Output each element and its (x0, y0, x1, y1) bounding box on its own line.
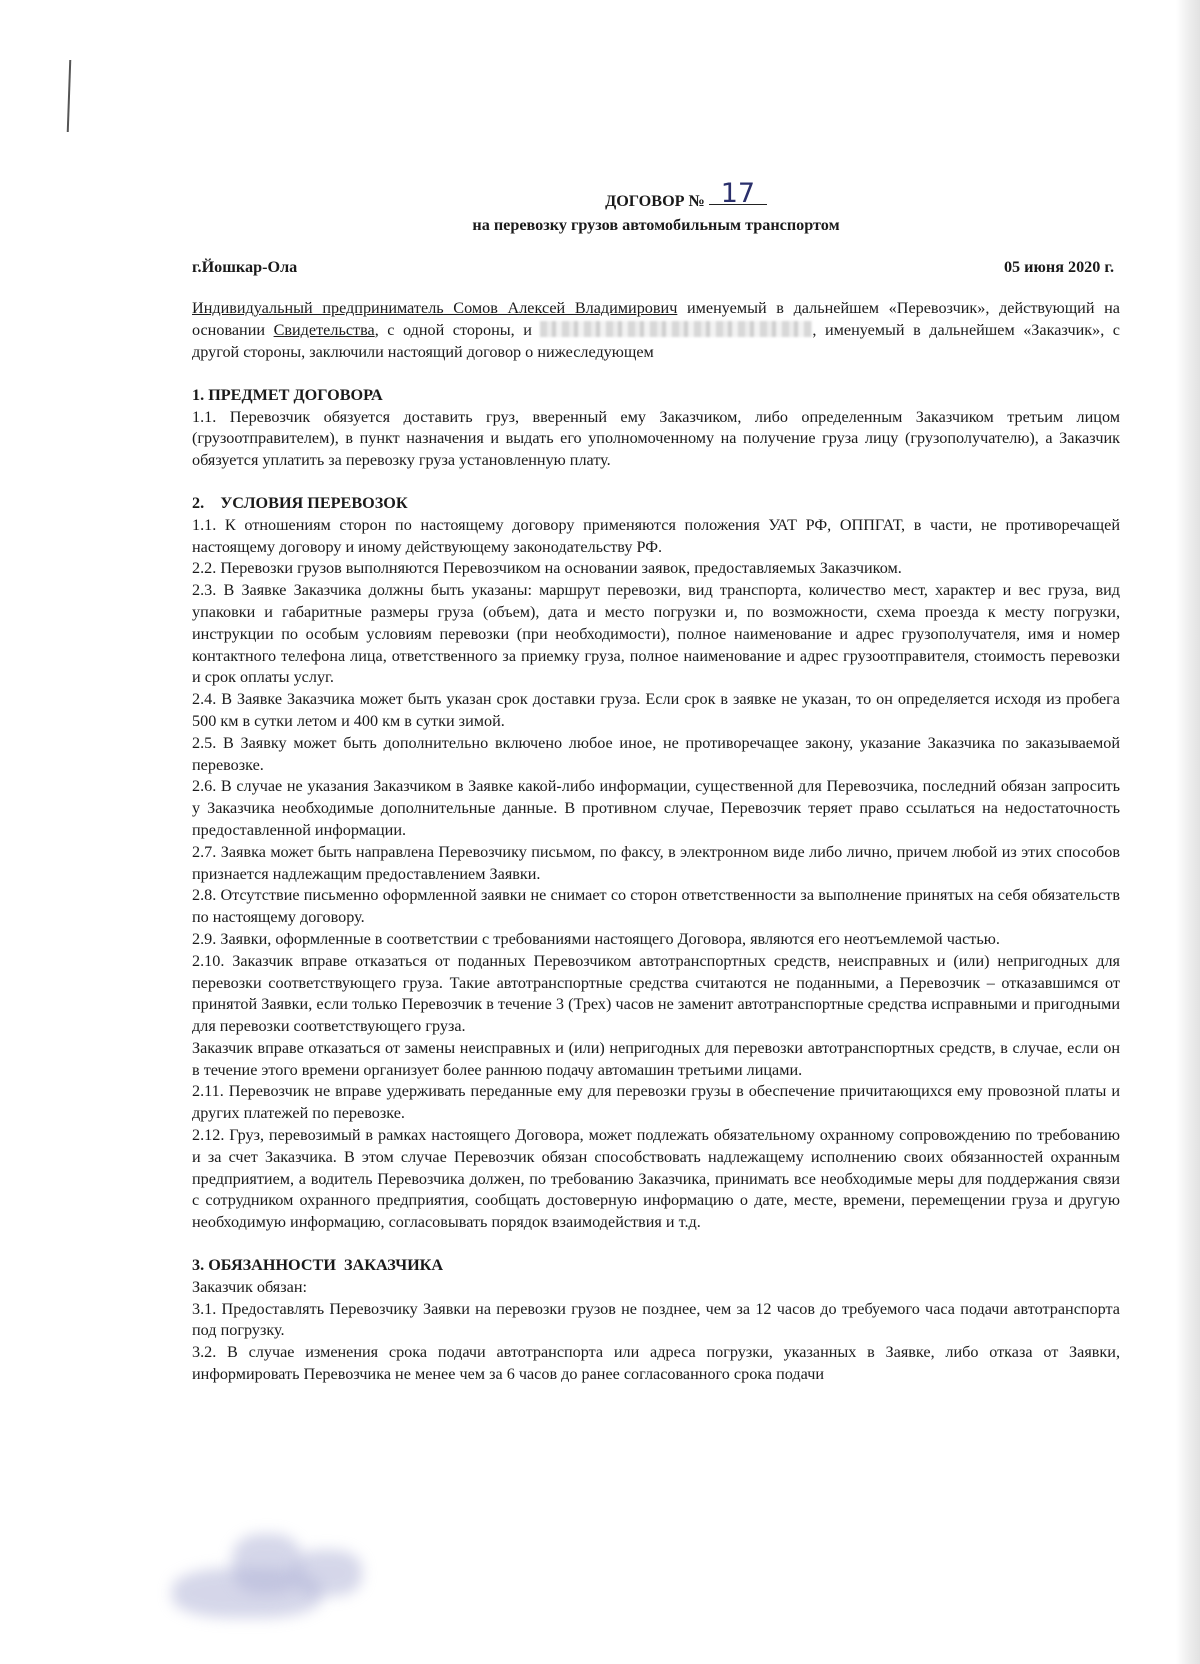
clause: 2.2. Перевозки грузов выполняются Перевозчиком на основании заявок, предоставляемых Заказчиком. (192, 559, 902, 578)
redacted-customer-name (540, 321, 812, 337)
section-heading: 2. УСЛОВИЯ ПЕРЕВОЗОК (192, 493, 408, 512)
clause: 2.6. В случае не указания Заказчиком в Заявке какой-либо информации, существенной для Перевозчика, последний обязан запросить у Заказчика необходимые дополнительные данные. В противном случае, Перевозчик теряет право ссылаться на недостаточность предоставленной информации. (192, 777, 1120, 839)
basis-document: Свидетельства (273, 321, 375, 340)
clause: 2.4. В Заявке Заказчика может быть указан срок доставки груза. Если срок в заявке не указан, то он определяется исходя из пробега 500 км в сутки летом и 400 км в сутки зимой. (192, 690, 1120, 730)
clause: 2.10. Заказчик вправе отказаться от поданных Перевозчиком автотранспортных средств, неисправных и (или) непригодных для перевозки соответствующего груза. Такие автотранспортные средства считаются не поданными, а Перевозчик – отказавшимся от принятой Заявки, если только Перевозчик в течение 3 (Трех) часов не заменит автотранспортные средства исправными и пригодными для перевозки соответствующего груза. (192, 951, 1120, 1036)
clause: 1.1. Перевозчик обязуется доставить груз, вверенный ему Заказчиком, либо определенным Заказчиком третьим лицом (грузоотправителем), в пункт назначения и выдать его уполномоченному на получение груза лицу (грузополучателю), а Заказчик обязуется уплатить за перевозку груза установленную плату. (192, 407, 1120, 470)
clause: 2.12. Груз, перевозимый в рамках настоящего Договора, может подлежать обязательному охранному сопровождению по требованию и за счет Заказчика. В этом случае Перевозчик обязан способствовать надлежащему исполнению своих обязанностей охранным предприятием, а водитель Перевозчика должен, по требованию Заказчика, принимать все необходимые меры для поддержания связи с сотрудником охранного предприятия, сообщать достоверную информацию о дате, месте, времени, перемещении груза и другую необходимую информацию, согласовывать порядок взаимодействия и т.д. (192, 1126, 1120, 1232)
clause: 2.11. Перевозчик не вправе удерживать переданные ему для перевозки грузы в обеспечение причитающихся ему провозной платы и других платежей по перевозке. (192, 1082, 1120, 1123)
contract-date: 05 июня 2020 г. (1003, 257, 1114, 276)
clause: 1.1. К отношениям сторон по настоящему договору применяются положения УАТ РФ, ОППГАТ, в части, не противоречащей настоящему договору и иному действующему законодательству РФ. (192, 515, 1120, 556)
contract-page (192, 178, 1120, 1386)
preamble-part3: , именуемый в дальнейшем «Заказчик», с другой стороны, заключили настоящий договор о нижеследующем (192, 321, 1120, 361)
margin-pen-mark (67, 60, 72, 132)
section-1 (192, 385, 1120, 472)
preamble-part2: , с одной стороны, и (374, 321, 541, 340)
clause: Заказчик обязан: (192, 1277, 307, 1296)
clause: 2.8. Отсутствие письменно оформленной заявки не снимает со сторон ответственности за выполнение принятых на себя обязательств по настоящему договору. (192, 886, 1120, 927)
section-heading: 3. ОБЯЗАННОСТИ ЗАКАЗЧИКА (192, 1256, 444, 1275)
contract-title (252, 178, 1120, 213)
preamble-part1: именуемый в дальнейшем «Перевозчик», действующий на основании (192, 299, 1120, 340)
section-3 (192, 1255, 1120, 1386)
contract-city: г.Йошкар-Ола (192, 257, 298, 276)
party-carrier: Индивидуальный предприниматель Сомов Алексей Владимирович (192, 299, 678, 318)
scan-edge-shadow (1176, 0, 1200, 1664)
contract-title-text: ДОГОВОР № (605, 192, 705, 210)
title-block (192, 178, 1120, 237)
clause: 2.5. В Заявку может быть дополнительно включено любое иное, не противоречащее закону, указание Заказчика по заказываемой перевозке. (192, 733, 1120, 774)
clause: 3.2. В случае изменения срока подачи автотранспорта или адреса погрузки, указанных в Заявке, либо отказа от Заявки, информировать Перевозчика не менее чем за 6 часов до ранее согласованного срока подачи (192, 1343, 1120, 1384)
contract-subtitle: на перевозку грузов автомобильным транспортом (472, 215, 840, 234)
clause: Заказчик вправе отказаться от замены неисправных и (или) непригодных для перевозки автотранспортных средств, в случае, если он в течение этого времени организует более раннюю подачу автомашин третьими лицами. (192, 1038, 1120, 1079)
clause: 2.3. В Заявке Заказчика должны быть указаны: маршрут перевозки, вид транспорта, количество мест, характер и вес груза, вид упаковки и габаритные размеры груза (объем), дата и место погрузки и, по возможности, схема проезда к месту погрузки, инструкции по особым условиям перевозки (при необходимости), полное наименование и адрес грузополучателя, имя и номер контактного телефона лица, ответственного за приемку груза, полное наименование и адрес грузоотправителя, стоимость перевозки и срок оплаты услуг. (192, 581, 1120, 687)
preamble (192, 298, 1120, 363)
section-2 (192, 493, 1120, 1234)
clause: 2.9. Заявки, оформленные в соответствии с требованиями настоящего Договора, являются его неотъемлемой частью. (192, 929, 1000, 948)
city-date-row (192, 257, 1120, 279)
section-heading: 1. ПРЕДМЕТ ДОГОВОРА (192, 385, 383, 404)
redacted-signature (172, 1520, 370, 1630)
clause: 3.1. Предоставлять Перевозчику Заявки на перевозки грузов не позднее, чем за 12 часов до требуемого часа подачи автотранспорта под погрузку. (192, 1299, 1120, 1340)
contract-number: 17 (709, 184, 767, 205)
clause: 2.7. Заявка может быть направлена Перевозчику письмом, по факсу, в электронном виде либо лично, причем любой из этих способов признается надлежащим предоставлением Заявки. (192, 842, 1120, 883)
